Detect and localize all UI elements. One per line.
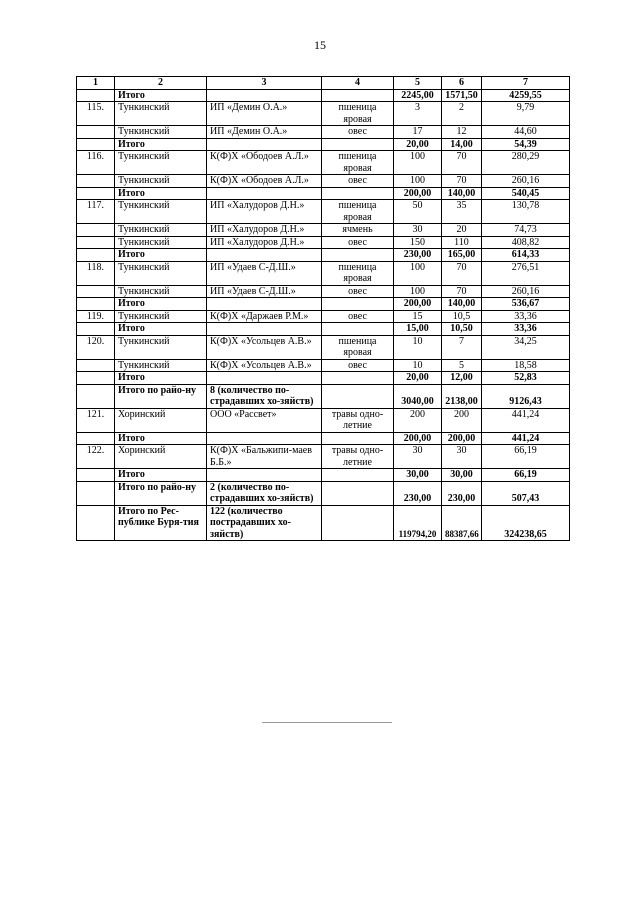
total-note (207, 323, 322, 336)
row-number: 121. (77, 408, 115, 432)
value-cell-5: 200 (394, 408, 442, 432)
empty-cell (322, 249, 394, 262)
total-value-5: 30,00 (394, 469, 442, 482)
total-value-5: 230,00 (394, 249, 442, 262)
row-number: 118. (77, 261, 115, 285)
total-label: Итого (115, 298, 207, 311)
total-value-7: 33,36 (482, 323, 570, 336)
crop-cell: травы одно-летние (322, 408, 394, 432)
table-row (77, 285, 570, 298)
empty-cell (77, 298, 115, 311)
value-cell-5: 30 (394, 445, 442, 469)
district-cell: Тункинский (115, 335, 207, 359)
value-cell-6: 70 (442, 261, 482, 285)
total-label: Итого по райо-ну (115, 384, 207, 408)
total-row (77, 384, 570, 408)
value-cell-7: 33,36 (482, 310, 570, 323)
total-row (77, 249, 570, 262)
empty-cell (77, 505, 115, 541)
crop-cell: овес (322, 175, 394, 188)
empty-cell (322, 298, 394, 311)
total-row (77, 372, 570, 385)
district-cell: Тункинский (115, 200, 207, 224)
total-label: Итого (115, 89, 207, 102)
value-cell-6: 7 (442, 335, 482, 359)
damage-table (76, 76, 570, 541)
district-cell: Тункинский (115, 126, 207, 139)
empty-cell (77, 323, 115, 336)
empty-cell (322, 89, 394, 102)
row-number (77, 285, 115, 298)
total-note (207, 138, 322, 151)
empty-cell (77, 432, 115, 445)
district-cell: Тункинский (115, 236, 207, 249)
total-row (77, 298, 570, 311)
total-value-6: 88387,66 (442, 505, 482, 541)
empty-cell (322, 469, 394, 482)
value-cell-6: 12 (442, 126, 482, 139)
empty-cell (322, 384, 394, 408)
total-row (77, 89, 570, 102)
table-row (77, 445, 570, 469)
total-note: 2 (количество по-страдавших хо-зяйств) (207, 481, 322, 505)
total-note (207, 372, 322, 385)
value-cell-7: 44,60 (482, 126, 570, 139)
empty-cell (77, 89, 115, 102)
value-cell-6: 70 (442, 285, 482, 298)
row-number: 122. (77, 445, 115, 469)
total-label: Итого (115, 249, 207, 262)
total-value-5: 3040,00 (394, 384, 442, 408)
value-cell-7: 66,19 (482, 445, 570, 469)
table-row (77, 102, 570, 126)
row-number: 119. (77, 310, 115, 323)
farm-cell: К(Ф)Х «Даржаев Р.М.» (207, 310, 322, 323)
district-cell: Тункинский (115, 175, 207, 188)
total-label: Итого (115, 138, 207, 151)
value-cell-5: 17 (394, 126, 442, 139)
total-row (77, 187, 570, 200)
total-value-6: 2138,00 (442, 384, 482, 408)
farm-cell: К(Ф)Х «Бальжипи-маев Б.Б.» (207, 445, 322, 469)
table-row (77, 224, 570, 237)
total-row (77, 481, 570, 505)
row-number (77, 359, 115, 372)
empty-cell (77, 138, 115, 151)
total-value-5: 200,00 (394, 298, 442, 311)
total-value-6: 230,00 (442, 481, 482, 505)
total-label: Итого (115, 323, 207, 336)
empty-cell (322, 187, 394, 200)
value-cell-7: 18,58 (482, 359, 570, 372)
total-value-6: 12,00 (442, 372, 482, 385)
total-value-5: 20,00 (394, 138, 442, 151)
table-row (77, 126, 570, 139)
crop-cell: ячмень (322, 224, 394, 237)
district-cell: Тункинский (115, 151, 207, 175)
farm-cell: К(Ф)Х «Ободоев А.Л.» (207, 175, 322, 188)
total-note (207, 89, 322, 102)
empty-cell (77, 481, 115, 505)
total-label: Итого (115, 432, 207, 445)
district-cell: Тункинский (115, 102, 207, 126)
header-cell: 6 (442, 77, 482, 90)
total-value-7: 540,45 (482, 187, 570, 200)
value-cell-7: 130,78 (482, 200, 570, 224)
value-cell-7: 441,24 (482, 408, 570, 432)
value-cell-5: 100 (394, 261, 442, 285)
farm-cell: К(Ф)Х «Ободоев А.Л.» (207, 151, 322, 175)
farm-cell: ИП «Удаев С-Д.Ш.» (207, 285, 322, 298)
crop-cell: овес (322, 236, 394, 249)
district-cell: Хоринский (115, 408, 207, 432)
row-number: 120. (77, 335, 115, 359)
total-value-7: 614,33 (482, 249, 570, 262)
total-row (77, 138, 570, 151)
table-row (77, 200, 570, 224)
empty-cell (77, 384, 115, 408)
value-cell-5: 100 (394, 151, 442, 175)
total-value-5: 2245,00 (394, 89, 442, 102)
crop-cell: пшеница яровая (322, 335, 394, 359)
farm-cell: К(Ф)Х «Усольцев А.В.» (207, 335, 322, 359)
total-value-6: 1571,50 (442, 89, 482, 102)
total-value-6: 10,50 (442, 323, 482, 336)
row-number (77, 175, 115, 188)
header-cell: 4 (322, 77, 394, 90)
value-cell-6: 110 (442, 236, 482, 249)
total-label: Итого (115, 372, 207, 385)
crop-cell: овес (322, 285, 394, 298)
total-value-5: 200,00 (394, 432, 442, 445)
total-note (207, 469, 322, 482)
value-cell-7: 74,73 (482, 224, 570, 237)
value-cell-7: 34,25 (482, 335, 570, 359)
value-cell-7: 408,82 (482, 236, 570, 249)
farm-cell: ИП «Демин О.А.» (207, 126, 322, 139)
total-value-6: 200,00 (442, 432, 482, 445)
page-number: 15 (314, 38, 326, 52)
total-label: Итого (115, 187, 207, 200)
header-cell: 5 (394, 77, 442, 90)
total-note (207, 432, 322, 445)
crop-cell: пшеница яровая (322, 261, 394, 285)
total-label: Итого по райо-ну (115, 481, 207, 505)
row-number: 115. (77, 102, 115, 126)
table-row (77, 310, 570, 323)
total-value-5: 119794,20 (394, 505, 442, 541)
value-cell-5: 100 (394, 175, 442, 188)
row-number: 116. (77, 151, 115, 175)
farm-cell: К(Ф)Х «Усольцев А.В.» (207, 359, 322, 372)
value-cell-6: 20 (442, 224, 482, 237)
total-note (207, 187, 322, 200)
value-cell-6: 200 (442, 408, 482, 432)
row-number: 117. (77, 200, 115, 224)
total-value-7: 324238,65 (482, 505, 570, 541)
farm-cell: ООО «Рассвет» (207, 408, 322, 432)
end-rule (262, 722, 392, 723)
value-cell-5: 3 (394, 102, 442, 126)
total-value-6: 14,00 (442, 138, 482, 151)
empty-cell (77, 249, 115, 262)
empty-cell (322, 481, 394, 505)
table-row (77, 151, 570, 175)
value-cell-6: 35 (442, 200, 482, 224)
total-value-7: 441,24 (482, 432, 570, 445)
row-number (77, 224, 115, 237)
crop-cell: овес (322, 310, 394, 323)
value-cell-5: 10 (394, 335, 442, 359)
value-cell-6: 5 (442, 359, 482, 372)
empty-cell (77, 469, 115, 482)
value-cell-5: 100 (394, 285, 442, 298)
table-row (77, 408, 570, 432)
table-row (77, 261, 570, 285)
total-value-6: 140,00 (442, 298, 482, 311)
district-cell: Тункинский (115, 310, 207, 323)
total-value-5: 200,00 (394, 187, 442, 200)
total-value-7: 66,19 (482, 469, 570, 482)
total-value-5: 15,00 (394, 323, 442, 336)
table-row (77, 359, 570, 372)
empty-cell (322, 372, 394, 385)
total-note (207, 298, 322, 311)
empty-cell (77, 187, 115, 200)
table-row (77, 175, 570, 188)
value-cell-7: 9,79 (482, 102, 570, 126)
empty-cell (322, 432, 394, 445)
table-row (77, 335, 570, 359)
crop-cell: пшеница яровая (322, 102, 394, 126)
district-cell: Хоринский (115, 445, 207, 469)
header-cell: 1 (77, 77, 115, 90)
total-value-5: 20,00 (394, 372, 442, 385)
total-value-6: 165,00 (442, 249, 482, 262)
farm-cell: ИП «Халудоров Д.Н.» (207, 236, 322, 249)
farm-cell: ИП «Халудоров Д.Н.» (207, 200, 322, 224)
total-value-7: 507,43 (482, 481, 570, 505)
total-value-6: 30,00 (442, 469, 482, 482)
total-note: 8 (количество по-страдавших хо-зяйств) (207, 384, 322, 408)
crop-cell: пшеница яровая (322, 151, 394, 175)
total-value-7: 9126,43 (482, 384, 570, 408)
total-row (77, 505, 570, 541)
district-cell: Тункинский (115, 359, 207, 372)
value-cell-5: 15 (394, 310, 442, 323)
total-row (77, 432, 570, 445)
value-cell-5: 30 (394, 224, 442, 237)
total-note (207, 249, 322, 262)
value-cell-7: 280,29 (482, 151, 570, 175)
header-cell: 3 (207, 77, 322, 90)
crop-cell: пшеница яровая (322, 200, 394, 224)
value-cell-6: 70 (442, 151, 482, 175)
empty-cell (322, 505, 394, 541)
value-cell-6: 10,5 (442, 310, 482, 323)
value-cell-6: 2 (442, 102, 482, 126)
header-cell: 7 (482, 77, 570, 90)
total-label: Итого (115, 469, 207, 482)
total-label: Итого по Рес-публике Буря-тия (115, 505, 207, 541)
total-value-6: 140,00 (442, 187, 482, 200)
district-cell: Тункинский (115, 261, 207, 285)
table-row (77, 236, 570, 249)
total-note: 122 (количество пострадавших хо-зяйств) (207, 505, 322, 541)
header-cell: 2 (115, 77, 207, 90)
total-value-7: 4259,55 (482, 89, 570, 102)
district-cell: Тункинский (115, 285, 207, 298)
farm-cell: ИП «Демин О.А.» (207, 102, 322, 126)
empty-cell (322, 323, 394, 336)
farm-cell: ИП «Удаев С-Д.Ш.» (207, 261, 322, 285)
district-cell: Тункинский (115, 224, 207, 237)
row-number (77, 126, 115, 139)
crop-cell: овес (322, 359, 394, 372)
value-cell-6: 70 (442, 175, 482, 188)
table-header-row (77, 77, 570, 90)
empty-cell (77, 372, 115, 385)
value-cell-5: 150 (394, 236, 442, 249)
total-value-7: 52,83 (482, 372, 570, 385)
value-cell-6: 30 (442, 445, 482, 469)
value-cell-7: 260,16 (482, 175, 570, 188)
total-value-7: 54,39 (482, 138, 570, 151)
empty-cell (322, 138, 394, 151)
total-value-7: 536,67 (482, 298, 570, 311)
total-value-5: 230,00 (394, 481, 442, 505)
crop-cell: травы одно-летние (322, 445, 394, 469)
total-row (77, 323, 570, 336)
value-cell-5: 50 (394, 200, 442, 224)
total-row (77, 469, 570, 482)
farm-cell: ИП «Халудоров Д.Н.» (207, 224, 322, 237)
value-cell-7: 260,16 (482, 285, 570, 298)
row-number (77, 236, 115, 249)
value-cell-5: 10 (394, 359, 442, 372)
value-cell-7: 276,51 (482, 261, 570, 285)
crop-cell: овес (322, 126, 394, 139)
